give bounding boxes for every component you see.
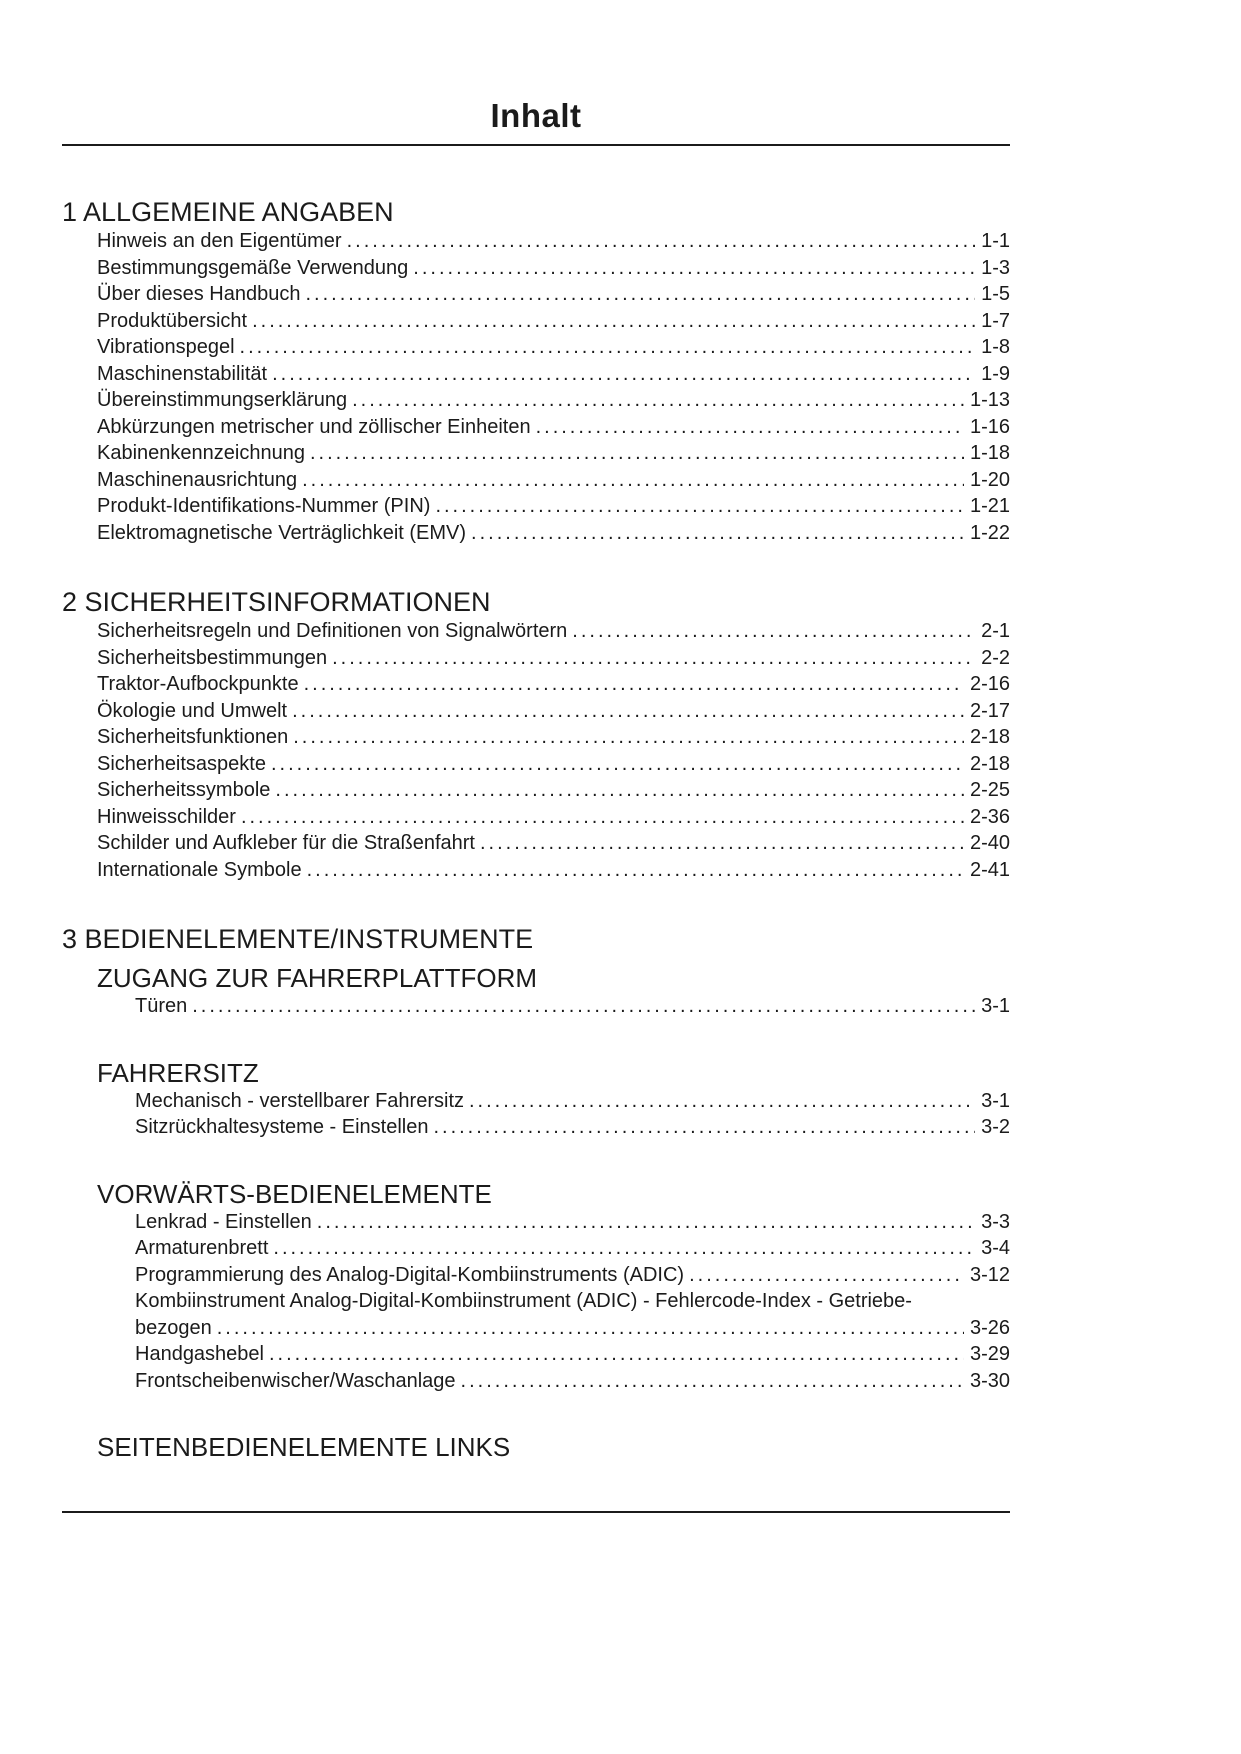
toc-entry-page-number: 3-2 [981, 1116, 1010, 1138]
toc-entry [135, 1209, 1010, 1236]
toc-entry-label: Sicherheitsaspekte [97, 752, 266, 775]
toc-entry [97, 281, 1010, 308]
dot-leader [304, 671, 964, 698]
toc-entry-label: Ökologie und Umwelt [97, 699, 288, 722]
toc-entry-page-number: 1-5 [981, 283, 1010, 305]
header-rule [62, 144, 1010, 146]
toc-entry [135, 1114, 1010, 1141]
table-of-contents [62, 196, 1010, 1462]
toc-entry [97, 255, 1010, 282]
toc-entry [97, 467, 1010, 494]
toc-entry-label: Mechanisch - verstellbarer Fahrersitz [135, 1089, 464, 1112]
toc-entry [97, 361, 1010, 388]
toc-entry-page-number: 1-8 [981, 336, 1010, 358]
toc-entry-label: Abkürzungen metrischer und zöllischer Einheiten [97, 415, 531, 438]
dot-leader [689, 1262, 964, 1289]
toc-entry-page-number: 3-26 [969, 1316, 1010, 1339]
dot-leader [292, 698, 964, 725]
toc-entry-label: Sitzrückhaltesysteme - Einstellen [135, 1116, 429, 1138]
toc-entry-label: Lenkrad - Einstellen [135, 1210, 312, 1233]
dot-leader [305, 281, 975, 308]
toc-entry-page-number: 2-1 [981, 620, 1010, 642]
toc-entry [97, 228, 1010, 255]
toc-entry [135, 1088, 1010, 1115]
toc-entry-page-number: 1-16 [969, 415, 1010, 438]
toc-entry [97, 308, 1010, 335]
dot-leader [480, 830, 964, 857]
chapter-heading: 3 BEDIENELEMENTE/INSTRUMENTE [62, 924, 534, 954]
dot-leader [271, 751, 964, 778]
dot-leader [413, 255, 975, 282]
toc-entry-label: Übereinstimmungserklärung [97, 389, 348, 411]
toc-entry-page-number: 1-21 [969, 495, 1010, 517]
chapter-heading: 1 ALLGEMEINE ANGABEN [62, 197, 394, 227]
toc-entry-label: Sicherheitsregeln und Definitionen von Signalwörtern [97, 620, 568, 642]
toc-entry-label: Elektromagnetische Verträglichkeit (EMV) [97, 521, 467, 544]
dot-leader [241, 804, 964, 831]
footer-rule [62, 1511, 1010, 1513]
toc-entry-label: Internationale Symbole [97, 858, 302, 881]
toc-entry-label: Vibrationspegel [97, 336, 235, 358]
toc-entry-page-number: 2-16 [969, 673, 1010, 695]
toc-entry [97, 698, 1010, 725]
toc-entry-page-number: 2-2 [981, 646, 1010, 669]
page-header [62, 98, 1010, 146]
chapter-heading: 2 SICHERHEITSINFORMATIONEN [62, 587, 491, 617]
toc-entry-page-number: 2-41 [969, 858, 1010, 881]
toc-entry-label: Produkt-Identifikations-Nummer (PIN) [97, 495, 431, 517]
dot-leader [433, 1114, 975, 1141]
toc-entry [97, 724, 1010, 751]
dot-leader [332, 645, 975, 672]
toc-entry-label: Türen [135, 995, 188, 1017]
dot-leader [317, 1209, 975, 1236]
toc-entry [97, 520, 1010, 547]
toc-entry [97, 414, 1010, 441]
page-title: Inhalt [490, 97, 582, 134]
toc-entry-page-number: 1-18 [969, 442, 1010, 464]
toc-entry-page-number: 1-9 [981, 362, 1010, 385]
dot-leader [572, 618, 975, 645]
toc-entry-label: Schilder und Aufkleber für die Straßenfahrt [97, 832, 475, 854]
toc-entry-page-number: 3-3 [981, 1210, 1010, 1233]
dot-leader [307, 857, 964, 884]
toc-entry-page-number: 2-40 [969, 832, 1010, 854]
toc-entry-page-number: 1-13 [969, 389, 1010, 411]
toc-entry-page-number: 1-22 [969, 521, 1010, 544]
toc-entry-page-number: 2-25 [969, 779, 1010, 801]
toc-entry-label: bezogen [135, 1316, 212, 1339]
toc-entry-label: Sicherheitsfunktionen [97, 726, 289, 748]
toc-entry-page-number: 1-20 [969, 468, 1010, 491]
dot-leader [352, 387, 964, 414]
dot-leader [252, 308, 975, 335]
toc-entry-label: Armaturenbrett [135, 1237, 269, 1259]
toc-entry-label: Traktor-Aufbockpunkte [97, 673, 299, 695]
toc-entry [135, 1315, 1010, 1342]
toc-entry-label: Kombiinstrument Analog-Digital-Kombiinstrument (ADIC) - Fehlercode-Index - Getriebe- [135, 1290, 912, 1312]
toc-entry [97, 387, 1010, 414]
subsection-heading: SEITENBEDIENELEMENTE LINKS [97, 1432, 511, 1462]
dot-leader [471, 520, 964, 547]
toc-entry-page-number: 1-3 [981, 256, 1010, 279]
toc-entry [135, 993, 1010, 1020]
toc-entry-page-number: 1-1 [981, 230, 1010, 252]
dot-leader [293, 724, 964, 751]
toc-entry-page-number: 2-17 [969, 699, 1010, 722]
toc-entry-page-number: 1-7 [981, 309, 1010, 332]
dot-leader [269, 1341, 964, 1368]
dot-leader [240, 334, 976, 361]
toc-entry [97, 777, 1010, 804]
toc-entry [97, 334, 1010, 361]
toc-entry-label: Produktübersicht [97, 309, 248, 332]
toc-entry-label: Hinweisschilder [97, 805, 236, 828]
dot-leader [469, 1088, 975, 1115]
toc-entry [97, 645, 1010, 672]
dot-leader [272, 361, 975, 388]
toc-entry [97, 671, 1010, 698]
toc-entry-page-number: 3-29 [969, 1343, 1010, 1365]
toc-entry [97, 618, 1010, 645]
toc-entry-page-number: 2-18 [969, 752, 1010, 775]
toc-entry-label: Programmierung des Analog-Digital-Kombiinstruments (ADIC) [135, 1263, 685, 1286]
subsection-heading: ZUGANG ZUR FAHRERPLATTFORM [97, 963, 538, 993]
toc-entry-page-number: 3-1 [981, 1089, 1010, 1112]
dot-leader [310, 440, 964, 467]
toc-entry [97, 493, 1010, 520]
toc-entry-page-number: 3-12 [969, 1263, 1010, 1286]
toc-entry-label: Handgashebel [135, 1343, 264, 1365]
toc-entry [97, 830, 1010, 857]
subsection-heading: VORWÄRTS-BEDIENELEMENTE [97, 1178, 492, 1209]
toc-entry [135, 1368, 1010, 1395]
dot-leader [461, 1368, 964, 1395]
toc-entry [97, 804, 1010, 831]
dot-leader [435, 493, 964, 520]
toc-entry-page-number: 3-4 [981, 1237, 1010, 1259]
dot-leader [273, 1235, 975, 1262]
toc-entry [135, 1288, 1010, 1315]
toc-entry [135, 1235, 1010, 1262]
toc-entry-label: Sicherheitssymbole [97, 779, 271, 801]
toc-entry-label: Sicherheitsbestimmungen [97, 646, 328, 669]
toc-entry [97, 440, 1010, 467]
toc-entry-label: Kabinenkennzeichnung [97, 442, 305, 464]
dot-leader [536, 414, 964, 441]
toc-entry [135, 1341, 1010, 1368]
toc-entry-page-number: 2-36 [969, 805, 1010, 828]
toc-entry-page-number: 3-1 [981, 995, 1010, 1017]
toc-entry [97, 751, 1010, 778]
toc-entry-label: Maschinenausrichtung [97, 468, 298, 491]
toc-entry-label: Hinweis an den Eigentümer [97, 230, 342, 252]
toc-entry-page-number: 3-30 [969, 1369, 1010, 1392]
toc-entry-label: Frontscheibenwischer/Waschanlage [135, 1369, 456, 1392]
dot-leader [192, 993, 975, 1020]
toc-entry-page-number: 2-18 [969, 726, 1010, 748]
toc-entry-label: Bestimmungsgemäße Verwendung [97, 256, 409, 279]
toc-entry-label: Maschinenstabilität [97, 362, 268, 385]
dot-leader [347, 228, 976, 255]
subsection-heading: FAHRERSITZ [97, 1057, 259, 1088]
dot-leader [302, 467, 964, 494]
toc-entry [135, 1262, 1010, 1289]
dot-leader [275, 777, 964, 804]
toc-entry [97, 857, 1010, 884]
dot-leader [217, 1315, 964, 1342]
toc-entry-label: Über dieses Handbuch [97, 283, 301, 305]
